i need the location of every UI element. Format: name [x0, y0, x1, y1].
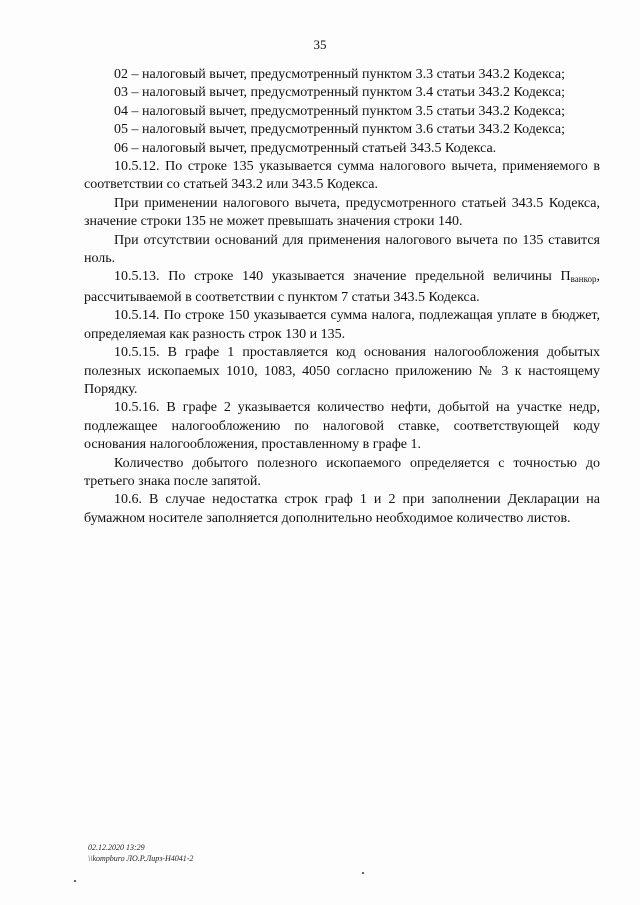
- list-item: 02 – налоговый вычет, предусмотренный пунктом 3.3 статьи 343.2 Кодекса;: [114, 67, 565, 82]
- list-item: 06 – налоговый вычет, предусмотренный статьей 343.5 Кодекса.: [114, 140, 497, 156]
- paragraph-deduction-application: При применении налогового вычета, предусмотренного статьей 343.5 Кодекса, значение строки 135 не может превышать значения строки 140.: [84, 195, 600, 230]
- paragraph-10-6: 10.6. В случае недостатка строк граф 1 и 2 при заполнении Декларации на бумажном носителе заполняется дополнительно необходимое количество листов.: [84, 492, 600, 526]
- paragraph-10-5-16: 10.5.16. В графе 2 указывается количество нефти, добытой на участке недр, подлежащее налогообложению по налоговой ставке, соответствующей коду основания налогообложения, проставленному в графе 1.: [84, 400, 600, 453]
- page-number: 35: [313, 37, 327, 52]
- paragraph-10-5-13: [84, 268, 600, 307]
- document-body: [84, 66, 600, 528]
- footer-path: \\kompburo ЛО.Р.Лирз-Н4041-2: [88, 854, 194, 863]
- footer-timestamp: 02.12.2020 13:29: [88, 843, 145, 852]
- scan-speck: [74, 880, 76, 882]
- paragraph-deduction-absence: При отсутствии оснований для применения налогового вычета по 135 ставится ноль.: [84, 232, 600, 267]
- paragraph-10-5-13-start: 10.5.13. По строке 140 указывается значение предельной величины П: [114, 269, 571, 285]
- subscript-vankor: ванкор: [570, 274, 597, 285]
- list-item: 04 – налоговый вычет, предусмотренный пунктом 3.5 статьи 343.2 Кодекса;: [114, 103, 565, 119]
- paragraph-10-5-15: 10.5.15. В графе 1 проставляется код основания налогообложения добытых полезных ископаемых 1010, 1083, 4050 согласно приложению № 3 к настоящему Порядку.: [84, 345, 600, 397]
- print-footer: [88, 842, 193, 864]
- scan-speck: [362, 872, 364, 874]
- list-item: 05 – налоговый вычет, предусмотренный пунктом 3.6 статьи 343.2 Кодекса;: [114, 122, 565, 138]
- list-item: 03 – налоговый вычет, предусмотренный пунктом 3.4 статьи 343.2 Кодекса;: [114, 85, 565, 101]
- paragraph-10-5-12: 10.5.12. По строке 135 указывается сумма налогового вычета, применяемого в соответствии со статьей 343.2 или 343.5 Кодекса.: [84, 159, 600, 193]
- paragraph-precision: Количество добытого полезного ископаемого определяется с точностью до третьего знака после запятой.: [84, 455, 600, 489]
- paragraph-10-5-14: 10.5.14. По строке 150 указывается сумма налога, подлежащая уплате в бюджет, определяемая как разность строк 130 и 135.: [84, 308, 600, 342]
- paragraph-10-5-13-end: , рассчитываемой в соответствии с пунктом 7 статьи 343.5 Кодекса.: [84, 269, 600, 305]
